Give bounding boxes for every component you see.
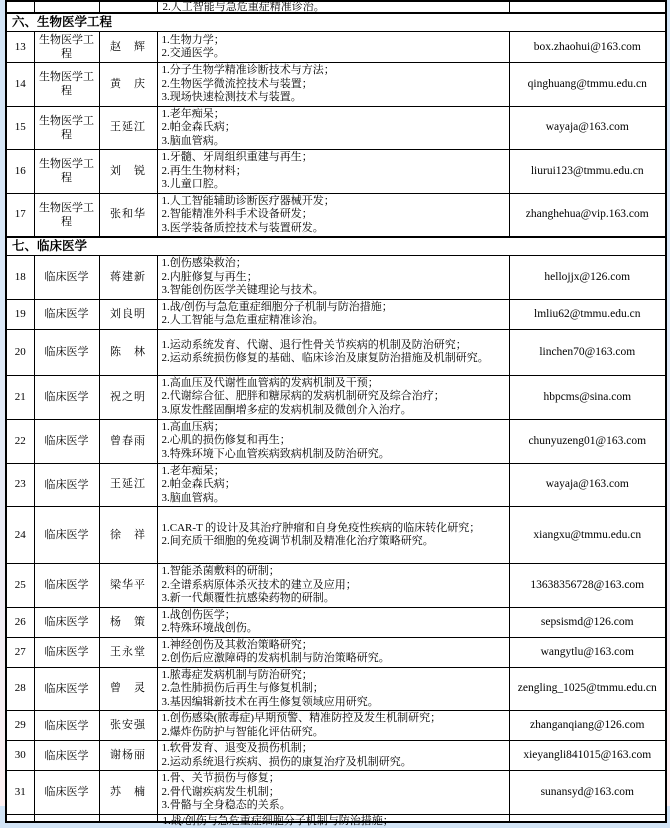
table-row	[6, 375, 666, 419]
directions-cell	[157, 32, 509, 63]
field-cell: 生物医学工程	[34, 63, 99, 107]
direction-line: 2.生物医学微流控技术与装置；	[161, 77, 313, 90]
email-cell: linchen70@163.com	[509, 329, 666, 375]
row-number-cell: 20	[6, 329, 34, 375]
table-row	[6, 32, 666, 63]
directions-cell	[157, 814, 509, 827]
row-number-cell: 18	[6, 256, 34, 300]
direction-line: 3.现场快速检测技术与装置。	[161, 91, 302, 103]
direction-line: 1.人工智能辅助诊断医疗器械开发；	[161, 194, 335, 207]
table-row	[6, 564, 666, 608]
row-number-cell: 21	[6, 375, 34, 419]
email-cell: qinghuang@tmmu.edu.cn	[509, 63, 666, 107]
table-row	[6, 463, 666, 507]
row-number-cell: 14	[6, 63, 34, 107]
direction-line: 1.智能杀菌敷料的研制；	[161, 565, 280, 577]
email-cell: hellojjx@126.com	[509, 256, 666, 300]
direction-line: 3.脑血管病。	[161, 134, 225, 147]
direction-line: 2.急性肺损伤后再生与修复机制；	[161, 682, 324, 694]
direction-line: 1.老年痴呆；	[161, 107, 225, 120]
field-cell: 临床医学	[34, 299, 99, 329]
direction-line: 1.脓毒症发病机制与防治研究；	[161, 668, 313, 681]
name-cell: 蒋建新	[99, 256, 157, 300]
email-cell	[509, 1, 666, 13]
direction-line: 2.心肌的损伤修复和再生；	[161, 434, 291, 447]
field-cell: 临床医学	[34, 375, 99, 419]
field-cell: 生物医学工程	[34, 106, 99, 150]
field-cell: 生物医学工程	[34, 193, 99, 237]
direction-line: 3.医学装备质控技术与装置研发。	[161, 221, 324, 234]
direction-line: 2.特殊环境战创伤。	[161, 622, 258, 634]
row-number-cell: 29	[6, 711, 34, 741]
directions-cell	[157, 299, 509, 329]
field-cell: 临床医学	[34, 329, 99, 375]
email-cell: zhanghehua@vip.163.com	[509, 193, 666, 237]
direction-line: 1.高血压及代谢性血管病的发病机制及干预；	[161, 376, 379, 389]
directions-cell	[157, 193, 509, 237]
row-number-cell: 13	[6, 32, 34, 63]
direction-line: 3.骨骼与全身稳态的关系。	[161, 799, 291, 811]
table-row	[6, 711, 666, 741]
direction-line: 2.智能精准外科手术设备研发；	[161, 208, 313, 220]
email-cell: hbpcms@sina.com	[509, 375, 666, 419]
direction-line: 1.高血压病；	[161, 420, 225, 433]
field-cell: 临床医学	[34, 419, 99, 463]
field-cell: 生物医学工程	[34, 32, 99, 63]
directions-cell	[157, 329, 509, 375]
section-title: 七、临床医学	[6, 237, 666, 256]
email-cell	[509, 814, 666, 822]
name-cell: 陈 林	[99, 329, 157, 375]
direction-line: 1.战/创伤与急危重症细胞分子机制与防治措施；	[161, 300, 393, 313]
directions-cell	[157, 667, 509, 711]
direction-line: 1.老年痴呆；	[161, 464, 225, 477]
field-cell: 临床医学	[34, 564, 99, 608]
name-cell: 刘良明	[99, 299, 157, 329]
direction-line: 2.全谱系病原体杀灭技术的建立及应用；	[161, 578, 357, 591]
name-cell: 曾春雨	[99, 419, 157, 463]
row-number-cell: 17	[6, 193, 34, 237]
email-cell: wayaja@163.com	[509, 463, 666, 507]
field-cell: 临床医学	[34, 507, 99, 564]
field-cell: 临床医学	[34, 637, 99, 667]
directions-cell	[157, 564, 509, 608]
direction-line: 1.神经创伤及其救治策略研究；	[161, 638, 313, 651]
name-cell: 张安强	[99, 711, 157, 741]
email-cell: wangytlu@163.com	[509, 637, 666, 667]
section-header-row	[6, 237, 666, 256]
email-cell: liurui123@tmmu.edu.cn	[509, 150, 666, 194]
directions-cell	[157, 507, 509, 564]
direction-line: 1.战创伤医学；	[161, 608, 236, 621]
name-cell: 徐 祥	[99, 507, 157, 564]
directions-cell	[157, 375, 509, 419]
direction-line: 2.骨代谢疾病发生机制；	[161, 785, 280, 798]
row-number-cell	[6, 1, 34, 13]
clipped-text: 1.战/创伤与急危重症细胞分子机制与防治措施；	[162, 814, 394, 827]
direction-line: 3.智能创伤医学关键理论与技术。	[161, 284, 324, 296]
row-number-cell: 27	[6, 637, 34, 667]
name-cell: 曾 灵	[99, 667, 157, 711]
field-cell	[34, 1, 99, 13]
email-cell: box.zhaohui@163.com	[509, 32, 666, 63]
supervisor-table	[5, 0, 667, 827]
row-number-cell: 15	[6, 106, 34, 150]
name-cell: 张和华	[99, 193, 157, 237]
direction-line: 1.软骨发育、退变及损伤机制；	[161, 742, 313, 754]
directions-cell	[157, 711, 509, 741]
email-cell: zhanganqiang@126.com	[509, 711, 666, 741]
direction-line: 2.人工智能与急危重症精准诊治。	[161, 314, 324, 326]
name-cell: 梁华平	[99, 564, 157, 608]
email-cell: sunansyd@163.com	[509, 771, 666, 815]
name-cell: 杨 策	[99, 607, 157, 637]
section-title: 六、生物医学工程	[6, 13, 666, 32]
row-number-cell: 16	[6, 150, 34, 194]
direction-line: 2.交通医学。	[161, 47, 225, 59]
email-cell: xieyangli841015@163.com	[509, 741, 666, 771]
table-row	[6, 667, 666, 711]
directions-cell	[157, 1, 509, 13]
row-number-cell	[6, 814, 34, 822]
direction-line: 1.CAR-T 的设计及其治疗肿瘤和自身免疫性疾病的临床转化研究；	[161, 521, 481, 534]
direction-line: 3.脑血管病。	[161, 491, 225, 504]
direction-line: 2.内脏修复与再生；	[161, 270, 258, 283]
directions-cell	[157, 607, 509, 637]
direction-line: 2.帕金森氏病；	[161, 121, 236, 133]
direction-line: 1.骨、关节损伤与修复；	[161, 772, 280, 784]
name-cell: 王延江	[99, 106, 157, 150]
field-cell: 临床医学	[34, 667, 99, 711]
direction-line: 2.再生生物材料；	[161, 164, 247, 177]
row-number-cell: 26	[6, 607, 34, 637]
directions-cell	[157, 463, 509, 507]
table-row	[6, 329, 666, 375]
field-cell: 临床医学	[34, 256, 99, 300]
name-cell: 谢杨丽	[99, 741, 157, 771]
table-row	[6, 419, 666, 463]
direction-line: 1.生物力学；	[161, 33, 225, 46]
directions-cell	[157, 419, 509, 463]
email-cell: zengling_1025@tmmu.edu.cn	[509, 667, 666, 711]
name-cell	[99, 814, 157, 822]
directions-cell	[157, 637, 509, 667]
field-cell: 临床医学	[34, 771, 99, 815]
row-number-cell: 24	[6, 507, 34, 564]
table-row	[6, 63, 666, 107]
name-cell: 苏 楠	[99, 771, 157, 815]
direction-line: 2.帕金森氏病；	[161, 478, 236, 490]
direction-line: 3.基因编辑新技术在再生修复领域应用研究。	[161, 695, 379, 708]
direction-line: 1.创伤感染救治；	[161, 257, 247, 269]
table-row	[6, 607, 666, 637]
name-cell: 黄 庆	[99, 63, 157, 107]
table-row	[6, 741, 666, 771]
clipped-text: 2.人工智能与急危重症精准诊治。	[162, 1, 325, 13]
document-page	[5, 0, 665, 827]
row-number-cell: 23	[6, 463, 34, 507]
email-cell: lmliu62@tmmu.edu.cn	[509, 299, 666, 329]
row-number-cell: 22	[6, 419, 34, 463]
email-cell: 13638356728@163.com	[509, 564, 666, 608]
table-row	[6, 637, 666, 667]
directions-cell	[157, 150, 509, 194]
direction-line: 2.运动系统损伤修复的基础、临床诊治及康复防治措施及机制研究。	[161, 352, 489, 364]
field-cell: 临床医学	[34, 711, 99, 741]
direction-line: 1.运动系统发育、代谢、退行性骨关节疾病的机制及防治研究；	[161, 338, 467, 351]
name-cell: 王永堂	[99, 637, 157, 667]
direction-line: 2.间充质干细胞的免疫调节机制及精准化治疗策略研究。	[161, 535, 434, 547]
table-row-partial-bottom	[6, 814, 666, 822]
field-cell: 临床医学	[34, 463, 99, 507]
directions-cell	[157, 771, 509, 815]
field-cell: 临床医学	[34, 741, 99, 771]
direction-line: 3.新一代颠覆性抗感染药物的研制。	[161, 592, 335, 604]
directions-cell	[157, 63, 509, 107]
direction-line: 1.牙髓、牙周组织重建与再生；	[161, 151, 313, 163]
table-row	[6, 193, 666, 237]
table-row	[6, 507, 666, 564]
row-number-cell: 19	[6, 299, 34, 329]
name-cell: 王延江	[99, 463, 157, 507]
email-cell: sepsismd@126.com	[509, 607, 666, 637]
directions-cell	[157, 106, 509, 150]
row-number-cell: 30	[6, 741, 34, 771]
direction-line: 2.创伤后应激障碍的发病机制与防治策略研究。	[161, 652, 390, 664]
name-cell	[99, 1, 157, 13]
field-cell: 生物医学工程	[34, 150, 99, 194]
table-row	[6, 771, 666, 815]
directions-cell	[157, 741, 509, 771]
field-cell	[34, 814, 99, 822]
row-number-cell: 31	[6, 771, 34, 815]
direction-line: 1.分子生物学精准诊断技术与方法；	[161, 64, 335, 76]
name-cell: 祝之明	[99, 375, 157, 419]
direction-line: 2.运动系统退行疾病、损伤的康复治疗及机制研究。	[161, 755, 412, 768]
row-number-cell: 28	[6, 667, 34, 711]
table-row	[6, 150, 666, 194]
table-row	[6, 299, 666, 329]
direction-line: 2.代谢综合征、肥胖和糖尿病的发病机制研究及综合治疗；	[161, 390, 445, 403]
table-row	[6, 256, 666, 300]
table-row-partial-top	[6, 1, 666, 13]
field-cell: 临床医学	[34, 607, 99, 637]
table-row	[6, 106, 666, 150]
section-header-row	[6, 13, 666, 32]
email-cell: wayaja@163.com	[509, 106, 666, 150]
direction-line: 2.爆炸伤防护与智能化评估研究。	[161, 725, 324, 738]
direction-line: 3.儿童口腔。	[161, 178, 225, 190]
name-cell: 赵 辉	[99, 32, 157, 63]
row-number-cell: 25	[6, 564, 34, 608]
direction-line: 3.原发性醛固酮增多症的发病机制及微创介入治疗。	[161, 403, 412, 416]
name-cell: 刘 锐	[99, 150, 157, 194]
email-cell: xiangxu@tmmu.edu.cn	[509, 507, 666, 564]
email-cell: chunyuzeng01@163.com	[509, 419, 666, 463]
directions-cell	[157, 256, 509, 300]
direction-line: 1.创伤感染(脓毒症)早期预警、精准防控及发生机制研究；	[161, 712, 442, 724]
direction-line: 3.特殊环境下心血管疾病致病机制及防治研究。	[161, 447, 390, 460]
